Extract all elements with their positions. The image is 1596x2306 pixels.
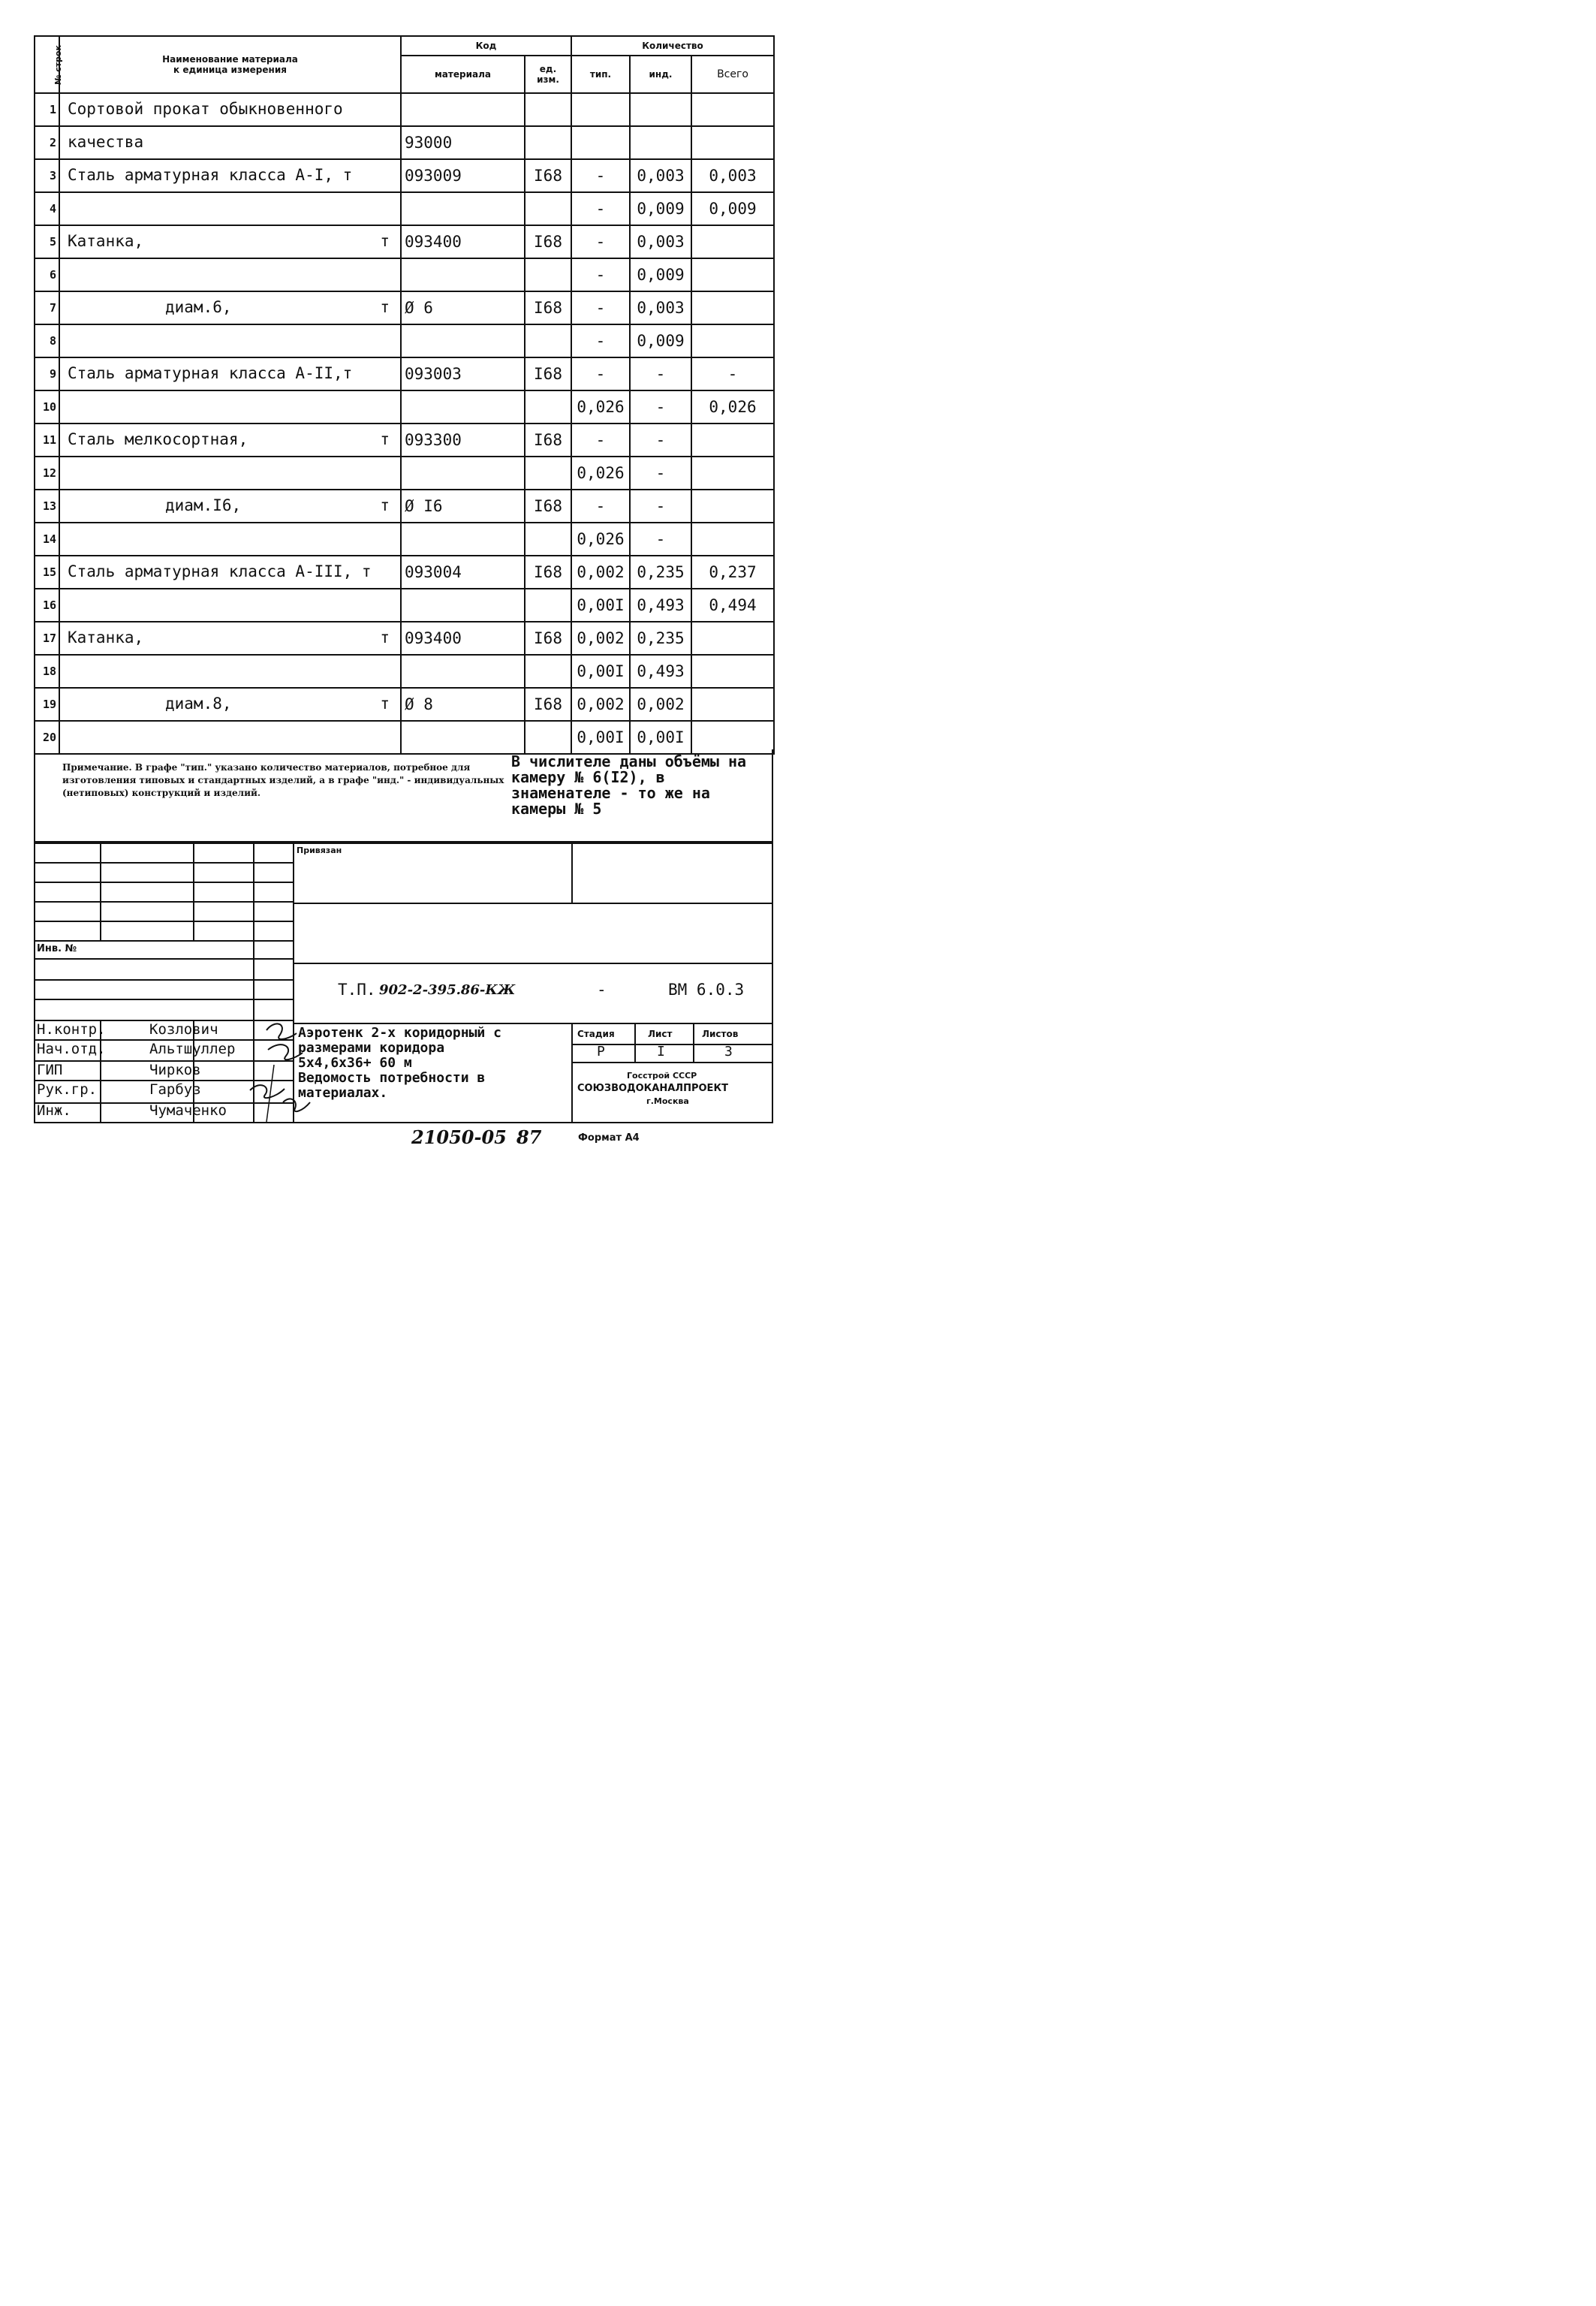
- table-row: [35, 523, 774, 556]
- qty-ind: 0,003: [630, 225, 691, 258]
- material-code: 093009: [401, 159, 525, 192]
- stage-value: Р: [597, 1044, 605, 1060]
- qty-total: 0,003: [691, 159, 774, 192]
- qty-total: [691, 126, 774, 159]
- unit-code: I68: [525, 490, 571, 523]
- stamp-name: Чирков: [149, 1062, 201, 1078]
- unit-code: [525, 192, 571, 225]
- qty-total: [691, 424, 774, 457]
- row-number: 6: [35, 258, 59, 291]
- row-number: 5: [35, 225, 59, 258]
- qty-total: 0,494: [691, 589, 774, 622]
- material-code: [401, 523, 525, 556]
- row-number: 7: [35, 291, 59, 324]
- qty-ind: [630, 126, 691, 159]
- material-code: 093400: [401, 225, 525, 258]
- qty-ind: 0,009: [630, 192, 691, 225]
- unit-code: I68: [525, 159, 571, 192]
- material-name: [59, 688, 401, 721]
- stage-label: Стадия: [577, 1029, 615, 1039]
- material-name: [59, 589, 401, 622]
- qty-typ: 0,026: [571, 457, 630, 490]
- row-number: 18: [35, 655, 59, 688]
- title-line-1: Аэротенк 2-х коридорный с: [298, 1025, 501, 1041]
- material-code: 93000: [401, 126, 525, 159]
- material-code: Ø 6: [401, 291, 525, 324]
- qty-ind: 0,002: [630, 688, 691, 721]
- qty-typ: -: [571, 357, 630, 390]
- table-row: [35, 390, 774, 424]
- qty-ind: -: [630, 490, 691, 523]
- materials-table: [34, 35, 775, 755]
- signatures: [221, 1020, 319, 1123]
- unit-code: [525, 655, 571, 688]
- qty-ind: -: [630, 424, 691, 457]
- qty-typ: 0,026: [571, 390, 630, 424]
- qty-ind: 0,003: [630, 291, 691, 324]
- row-number: 14: [35, 523, 59, 556]
- unit-code: I68: [525, 357, 571, 390]
- qty-total: [691, 523, 774, 556]
- row-number-header: № строк: [35, 36, 59, 93]
- qty-typ: -: [571, 258, 630, 291]
- material-name: [59, 192, 401, 225]
- title-block: [34, 843, 773, 1123]
- material-code: [401, 457, 525, 490]
- volume-note: В числителе даны объёмы на камеру № 6(I2), в знаменателе - то же на камеры № 5: [511, 752, 747, 818]
- material-name: [59, 622, 401, 655]
- qty-ind: -: [630, 357, 691, 390]
- inventory-label: Инв. №: [37, 943, 77, 954]
- qty-total: [691, 655, 774, 688]
- sheets-label: Листов: [702, 1029, 739, 1039]
- qty-ind: 0,009: [630, 258, 691, 291]
- material-unit-mark: т: [380, 232, 390, 250]
- table-row: [35, 225, 774, 258]
- row-number: 16: [35, 589, 59, 622]
- table-row: [35, 556, 774, 589]
- qty-ind: 0,003: [630, 159, 691, 192]
- material-name: [59, 655, 401, 688]
- qty-total: [691, 490, 774, 523]
- qty-total: [691, 324, 774, 357]
- table-row: [35, 258, 774, 291]
- unit-code: I68: [525, 688, 571, 721]
- material-unit-mark: т: [380, 695, 390, 713]
- qty-ind: 0,493: [630, 589, 691, 622]
- material-name: [59, 324, 401, 357]
- format-label: Формат А4: [578, 1132, 640, 1144]
- stamp-role: Нач.отд.: [37, 1041, 106, 1057]
- archive-number: 21050-05: [411, 1126, 507, 1148]
- table-row: [35, 324, 774, 357]
- material-name-text: Катанка,: [68, 628, 144, 647]
- material-name: [59, 225, 401, 258]
- unit-code: [525, 523, 571, 556]
- qty-total: [691, 291, 774, 324]
- material-code: [401, 655, 525, 688]
- row-number: 4: [35, 192, 59, 225]
- table-row: [35, 159, 774, 192]
- qty-typ: 0,00I: [571, 589, 630, 622]
- stamp-role: Инж.: [37, 1102, 71, 1119]
- row-number: 2: [35, 126, 59, 159]
- material-name-text: качества: [68, 133, 144, 151]
- material-name: [59, 390, 401, 424]
- material-name: [59, 291, 401, 324]
- table-row: [35, 655, 774, 688]
- sheet-code: ВМ 6.0.3: [668, 981, 745, 999]
- qty-typ: -: [571, 324, 630, 357]
- material-name: [59, 424, 401, 457]
- sheet-value: I: [657, 1044, 665, 1060]
- table-row: [35, 490, 774, 523]
- unit-code: [525, 324, 571, 357]
- note-block: [34, 749, 773, 843]
- material-code: [401, 324, 525, 357]
- code-header: Код: [401, 36, 571, 56]
- qty-total: 0,009: [691, 192, 774, 225]
- qty-typ: -: [571, 291, 630, 324]
- unit-code: I68: [525, 622, 571, 655]
- material-code-header: материала: [401, 56, 525, 93]
- row-number: 11: [35, 424, 59, 457]
- stamp-name: Козлович: [149, 1021, 218, 1038]
- org-line-2: СОЮЗВОДОКАНАЛПРОЕКТ: [577, 1083, 728, 1094]
- note-text: Примечание. В графе "тип." указано количество материалов, потребное для изготовления типовых и стандартных изделий, а в графе "инд." - индивидуальных (нетиповых) конструкций и изделий.: [62, 762, 504, 798]
- material-code: [401, 192, 525, 225]
- stamp-name: Альтшуллер: [149, 1041, 236, 1057]
- table-row: [35, 688, 774, 721]
- qty-typ: 0,00I: [571, 721, 630, 754]
- material-name-text: Сталь арматурная класса А-III, т: [68, 562, 372, 580]
- qty-ind: 0,009: [630, 324, 691, 357]
- qty-typ: -: [571, 159, 630, 192]
- row-number: 10: [35, 390, 59, 424]
- material-name: [59, 357, 401, 390]
- row-number: 9: [35, 357, 59, 390]
- unit-code: [525, 390, 571, 424]
- material-unit-mark: т: [380, 430, 390, 448]
- unit-code: [525, 457, 571, 490]
- title-line-3: 5х4,6х36+ 60 м: [298, 1055, 412, 1071]
- material-name-text: диам.8,: [165, 695, 232, 713]
- material-name: [59, 556, 401, 589]
- unit-code: [525, 126, 571, 159]
- qty-typ: [571, 93, 630, 126]
- material-name-header: Наименование материала к единица измерения: [59, 36, 401, 93]
- row-number: 3: [35, 159, 59, 192]
- material-name-text: диам.6,: [165, 298, 232, 316]
- qty-typ: -: [571, 490, 630, 523]
- row-number: 1: [35, 93, 59, 126]
- qty-typ: 0,026: [571, 523, 630, 556]
- material-code: 093400: [401, 622, 525, 655]
- stamp-role: Рук.гр.: [37, 1081, 98, 1098]
- qty-ind: 0,00I: [630, 721, 691, 754]
- material-unit-mark: т: [380, 496, 390, 514]
- unit-code: I68: [525, 556, 571, 589]
- total-header: Всего: [691, 56, 774, 93]
- table-row: [35, 126, 774, 159]
- qty-ind: 0,235: [630, 622, 691, 655]
- qty-ind: 0,493: [630, 655, 691, 688]
- stamp-role: ГИП: [37, 1062, 63, 1078]
- linked-label: Привязан: [297, 846, 342, 855]
- qty-typ: 0,002: [571, 688, 630, 721]
- row-number: 19: [35, 688, 59, 721]
- table-row: [35, 291, 774, 324]
- material-unit-mark: т: [380, 298, 390, 316]
- sheets-value: 3: [724, 1044, 733, 1060]
- typ-header: тип.: [571, 56, 630, 93]
- material-name-text: Сортовой прокат обыкновенного: [68, 100, 343, 118]
- ind-header: инд.: [630, 56, 691, 93]
- material-code: 093004: [401, 556, 525, 589]
- material-name-text: Сталь арматурная класса А-II,т: [68, 364, 353, 382]
- qty-total: [691, 225, 774, 258]
- qty-total: [691, 622, 774, 655]
- material-name-text: диам.I6,: [165, 496, 242, 514]
- material-name-text: Сталь мелкосортная,: [68, 430, 248, 448]
- stamp-name: Гарбуз: [149, 1081, 201, 1098]
- page-number: 87: [516, 1126, 542, 1148]
- qty-total: 0,026: [691, 390, 774, 424]
- row-number: 8: [35, 324, 59, 357]
- qty-total: 0,237: [691, 556, 774, 589]
- title-line-5: материалах.: [298, 1085, 388, 1101]
- tp-code: 902-2-395.86-КЖ: [379, 982, 516, 998]
- qty-typ: -: [571, 424, 630, 457]
- qty-total: -: [691, 357, 774, 390]
- material-name: [59, 457, 401, 490]
- material-name: [59, 523, 401, 556]
- qty-ind: [630, 93, 691, 126]
- qty-ind: 0,235: [630, 556, 691, 589]
- table-row: [35, 457, 774, 490]
- qty-typ: -: [571, 225, 630, 258]
- quantity-header: Количество: [571, 36, 774, 56]
- material-name-text: Сталь арматурная класса А-I, т: [68, 166, 353, 184]
- row-number: 15: [35, 556, 59, 589]
- material-code: [401, 390, 525, 424]
- material-name: [59, 159, 401, 192]
- qty-typ: [571, 126, 630, 159]
- material-code: [401, 258, 525, 291]
- unit-code: [525, 589, 571, 622]
- material-name-text: Катанка,: [68, 232, 144, 250]
- material-code: 093003: [401, 357, 525, 390]
- material-code: Ø 8: [401, 688, 525, 721]
- row-number: 17: [35, 622, 59, 655]
- tp-label: Т.П.: [338, 981, 376, 999]
- table-row: [35, 93, 774, 126]
- sheet-label: Лист: [648, 1029, 673, 1039]
- qty-typ: 0,002: [571, 556, 630, 589]
- qty-ind: -: [630, 523, 691, 556]
- material-code: [401, 93, 525, 126]
- unit-code: [525, 258, 571, 291]
- tp-dash: -: [597, 981, 607, 999]
- material-code: [401, 589, 525, 622]
- unit-code: I68: [525, 225, 571, 258]
- table-row: [35, 357, 774, 390]
- qty-total: [691, 258, 774, 291]
- qty-typ: 0,00I: [571, 655, 630, 688]
- qty-total: [691, 93, 774, 126]
- qty-ind: -: [630, 457, 691, 490]
- org-line-3: г.Москва: [646, 1096, 689, 1106]
- material-unit-mark: т: [380, 628, 390, 647]
- material-name: [59, 126, 401, 159]
- unit-code: I68: [525, 424, 571, 457]
- stamp-role: Н.контр.: [37, 1021, 106, 1038]
- unit-code: [525, 93, 571, 126]
- title-line-4: Ведомость потребности в: [298, 1070, 486, 1086]
- material-code: Ø I6: [401, 490, 525, 523]
- qty-total: [691, 457, 774, 490]
- row-number: 20: [35, 721, 59, 754]
- unit-code: I68: [525, 291, 571, 324]
- material-code: 093300: [401, 424, 525, 457]
- table-row: [35, 589, 774, 622]
- material-name: [59, 258, 401, 291]
- material-name: [59, 490, 401, 523]
- qty-total: [691, 688, 774, 721]
- table-row: [35, 192, 774, 225]
- unit-header: ед. изм.: [525, 56, 571, 93]
- table-row: [35, 424, 774, 457]
- row-number: 12: [35, 457, 59, 490]
- qty-typ: -: [571, 192, 630, 225]
- stamp-name: Чумаченко: [149, 1102, 227, 1119]
- org-line-1: Госстрой СССР: [627, 1071, 697, 1081]
- material-name: [59, 93, 401, 126]
- title-line-2: размерами коридора: [298, 1040, 445, 1056]
- qty-ind: -: [630, 390, 691, 424]
- qty-typ: 0,002: [571, 622, 630, 655]
- drawing-sheet: [0, 0, 798, 1153]
- table-row: [35, 622, 774, 655]
- row-number: 13: [35, 490, 59, 523]
